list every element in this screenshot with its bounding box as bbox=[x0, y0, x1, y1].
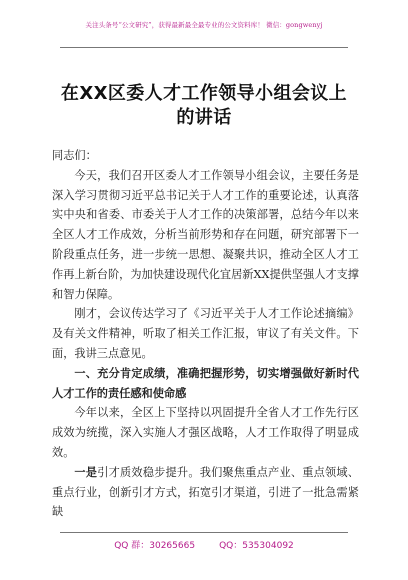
section-heading-1: 一、充分肯定成绩，准确把握形势，切实增强做好新时代人才工作的责任感和使命感 bbox=[52, 366, 359, 400]
point-label: 一是 bbox=[74, 465, 98, 479]
footer-contact bbox=[0, 538, 408, 551]
salutation: 同志们： bbox=[52, 149, 97, 162]
header-divider bbox=[60, 47, 348, 48]
document-body bbox=[52, 146, 359, 522]
footer-divider bbox=[60, 532, 348, 533]
qq-group-text: QQ 群：30265665 bbox=[114, 541, 196, 551]
paragraph-agenda: 刚才，会议传达学习了《习近平关于人才工作论述摘编》及有关文件精神，听取了相关工作汇报，审议了有关文件。下面，我讲三点意见。 bbox=[52, 307, 359, 360]
header-note: 关注头条号“公文研究”，获得最新最全最专业的公文资料库！ 微信：gongwenyj bbox=[85, 21, 323, 29]
paragraph-point-one bbox=[52, 463, 359, 522]
paragraph-opening: 今天，我们召开区委人才工作领导小组会议，主要任务是深入学习贯彻习近平总书记关于人才工作的重要论述，认真落实中央和省委、市委关于人才工作的决策部署，总结今年以来全区人才工作成效，分析当前形势和存在问题，研究部署下一阶段重点任务，进一步统一思想、凝聚共识，推动全区人才工作再上新台阶，为加快建设现代化宜居新XX提供坚强人才支撑和智力保障。 bbox=[52, 168, 359, 301]
document-title: 在XX区委人才工作领导小组会议上的讲话 bbox=[60, 83, 348, 128]
paragraph-achievements: 今年以来，全区上下坚持以巩固提升全省人才工作先行区成效为统揽，深入实施人才强区战略，人才工作取得了明显成效。 bbox=[52, 406, 359, 459]
qq-text: QQ：535304092 bbox=[219, 541, 294, 551]
point-text: 引才质效稳步提升。我们聚焦重点产业、重点领域、重点行业，创新引才方式，拓宽引才渠道，引进了一批急需紧缺 bbox=[52, 465, 359, 519]
